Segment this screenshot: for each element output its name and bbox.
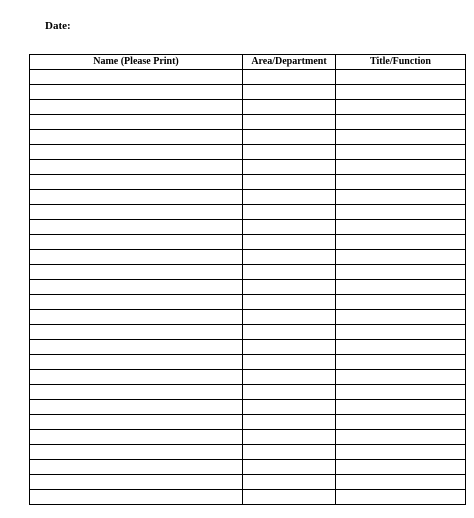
- title-function-cell[interactable]: [336, 325, 466, 340]
- area-department-cell[interactable]: [243, 340, 336, 355]
- title-function-cell[interactable]: [336, 220, 466, 235]
- sign-in-table: [29, 54, 466, 505]
- table-row: [30, 145, 466, 160]
- name-cell[interactable]: [30, 70, 243, 85]
- table-row: [30, 190, 466, 205]
- table-row: [30, 85, 466, 100]
- table-row: [30, 220, 466, 235]
- column-header-name: Name (Please Print): [30, 55, 243, 70]
- table-row: [30, 115, 466, 130]
- area-department-cell[interactable]: [243, 85, 336, 100]
- name-cell[interactable]: [30, 160, 243, 175]
- name-cell[interactable]: [30, 235, 243, 250]
- area-department-cell[interactable]: [243, 460, 336, 475]
- area-department-cell[interactable]: [243, 355, 336, 370]
- name-cell[interactable]: [30, 205, 243, 220]
- name-cell[interactable]: [30, 475, 243, 490]
- name-cell[interactable]: [30, 355, 243, 370]
- area-department-cell[interactable]: [243, 235, 336, 250]
- title-function-cell[interactable]: [336, 370, 466, 385]
- area-department-cell[interactable]: [243, 220, 336, 235]
- name-cell[interactable]: [30, 145, 243, 160]
- area-department-cell[interactable]: [243, 475, 336, 490]
- table-row: [30, 415, 466, 430]
- area-department-cell[interactable]: [243, 280, 336, 295]
- name-cell[interactable]: [30, 280, 243, 295]
- area-department-cell[interactable]: [243, 100, 336, 115]
- title-function-cell[interactable]: [336, 70, 466, 85]
- table-row: [30, 475, 466, 490]
- title-function-cell[interactable]: [336, 250, 466, 265]
- title-function-cell[interactable]: [336, 115, 466, 130]
- title-function-cell[interactable]: [336, 145, 466, 160]
- name-cell[interactable]: [30, 115, 243, 130]
- name-cell[interactable]: [30, 400, 243, 415]
- area-department-cell[interactable]: [243, 70, 336, 85]
- title-function-cell[interactable]: [336, 160, 466, 175]
- area-department-cell[interactable]: [243, 385, 336, 400]
- title-function-cell[interactable]: [336, 295, 466, 310]
- title-function-cell[interactable]: [336, 190, 466, 205]
- name-cell[interactable]: [30, 265, 243, 280]
- title-function-cell[interactable]: [336, 460, 466, 475]
- table-row: [30, 460, 466, 475]
- table-row: [30, 385, 466, 400]
- title-function-cell[interactable]: [336, 175, 466, 190]
- area-department-cell[interactable]: [243, 175, 336, 190]
- name-cell[interactable]: [30, 460, 243, 475]
- table-row: [30, 250, 466, 265]
- area-department-cell[interactable]: [243, 400, 336, 415]
- area-department-cell[interactable]: [243, 295, 336, 310]
- name-cell[interactable]: [30, 250, 243, 265]
- table-row: [30, 130, 466, 145]
- area-department-cell[interactable]: [243, 490, 336, 505]
- date-label: Date:: [45, 20, 71, 32]
- table-row: [30, 265, 466, 280]
- column-header-title-function: Title/Function: [336, 55, 466, 70]
- name-cell[interactable]: [30, 220, 243, 235]
- title-function-cell[interactable]: [336, 130, 466, 145]
- title-function-cell[interactable]: [336, 490, 466, 505]
- table-row: [30, 445, 466, 460]
- column-header-area-department: Area/Department: [243, 55, 336, 70]
- table-row: [30, 160, 466, 175]
- area-department-cell[interactable]: [243, 445, 336, 460]
- table-row: [30, 100, 466, 115]
- area-department-cell[interactable]: [243, 115, 336, 130]
- name-cell[interactable]: [30, 310, 243, 325]
- title-function-cell[interactable]: [336, 430, 466, 445]
- table-row: [30, 235, 466, 250]
- title-function-cell[interactable]: [336, 85, 466, 100]
- title-function-cell[interactable]: [336, 415, 466, 430]
- title-function-cell[interactable]: [336, 445, 466, 460]
- name-cell[interactable]: [30, 295, 243, 310]
- table-row: [30, 175, 466, 190]
- name-cell[interactable]: [30, 325, 243, 340]
- name-cell[interactable]: [30, 130, 243, 145]
- title-function-cell[interactable]: [336, 205, 466, 220]
- name-cell[interactable]: [30, 85, 243, 100]
- title-function-cell[interactable]: [336, 475, 466, 490]
- title-function-cell[interactable]: [336, 340, 466, 355]
- table-body: [30, 70, 466, 505]
- table-row: [30, 70, 466, 85]
- area-department-cell[interactable]: [243, 265, 336, 280]
- table-row: [30, 295, 466, 310]
- area-department-cell[interactable]: [243, 325, 336, 340]
- table-row: [30, 340, 466, 355]
- area-department-cell[interactable]: [243, 310, 336, 325]
- table-row: [30, 355, 466, 370]
- area-department-cell[interactable]: [243, 205, 336, 220]
- name-cell[interactable]: [30, 415, 243, 430]
- table-row: [30, 325, 466, 340]
- table-row: [30, 400, 466, 415]
- name-cell[interactable]: [30, 430, 243, 445]
- name-cell[interactable]: [30, 175, 243, 190]
- name-cell[interactable]: [30, 490, 243, 505]
- name-cell[interactable]: [30, 370, 243, 385]
- table-row: [30, 490, 466, 505]
- title-function-cell[interactable]: [336, 235, 466, 250]
- area-department-cell[interactable]: [243, 130, 336, 145]
- title-function-cell[interactable]: [336, 100, 466, 115]
- area-department-cell[interactable]: [243, 145, 336, 160]
- title-function-cell[interactable]: [336, 280, 466, 295]
- title-function-cell[interactable]: [336, 310, 466, 325]
- area-department-cell[interactable]: [243, 160, 336, 175]
- title-function-cell[interactable]: [336, 385, 466, 400]
- name-cell[interactable]: [30, 385, 243, 400]
- table-row: [30, 280, 466, 295]
- name-cell[interactable]: [30, 340, 243, 355]
- table-row: [30, 370, 466, 385]
- title-function-cell[interactable]: [336, 400, 466, 415]
- name-cell[interactable]: [30, 445, 243, 460]
- name-cell[interactable]: [30, 190, 243, 205]
- title-function-cell[interactable]: [336, 265, 466, 280]
- area-department-cell[interactable]: [243, 190, 336, 205]
- title-function-cell[interactable]: [336, 355, 466, 370]
- table-header-row: [30, 55, 466, 70]
- area-department-cell[interactable]: [243, 430, 336, 445]
- area-department-cell[interactable]: [243, 415, 336, 430]
- table-row: [30, 310, 466, 325]
- table-row: [30, 430, 466, 445]
- table-row: [30, 205, 466, 220]
- area-department-cell[interactable]: [243, 370, 336, 385]
- area-department-cell[interactable]: [243, 250, 336, 265]
- name-cell[interactable]: [30, 100, 243, 115]
